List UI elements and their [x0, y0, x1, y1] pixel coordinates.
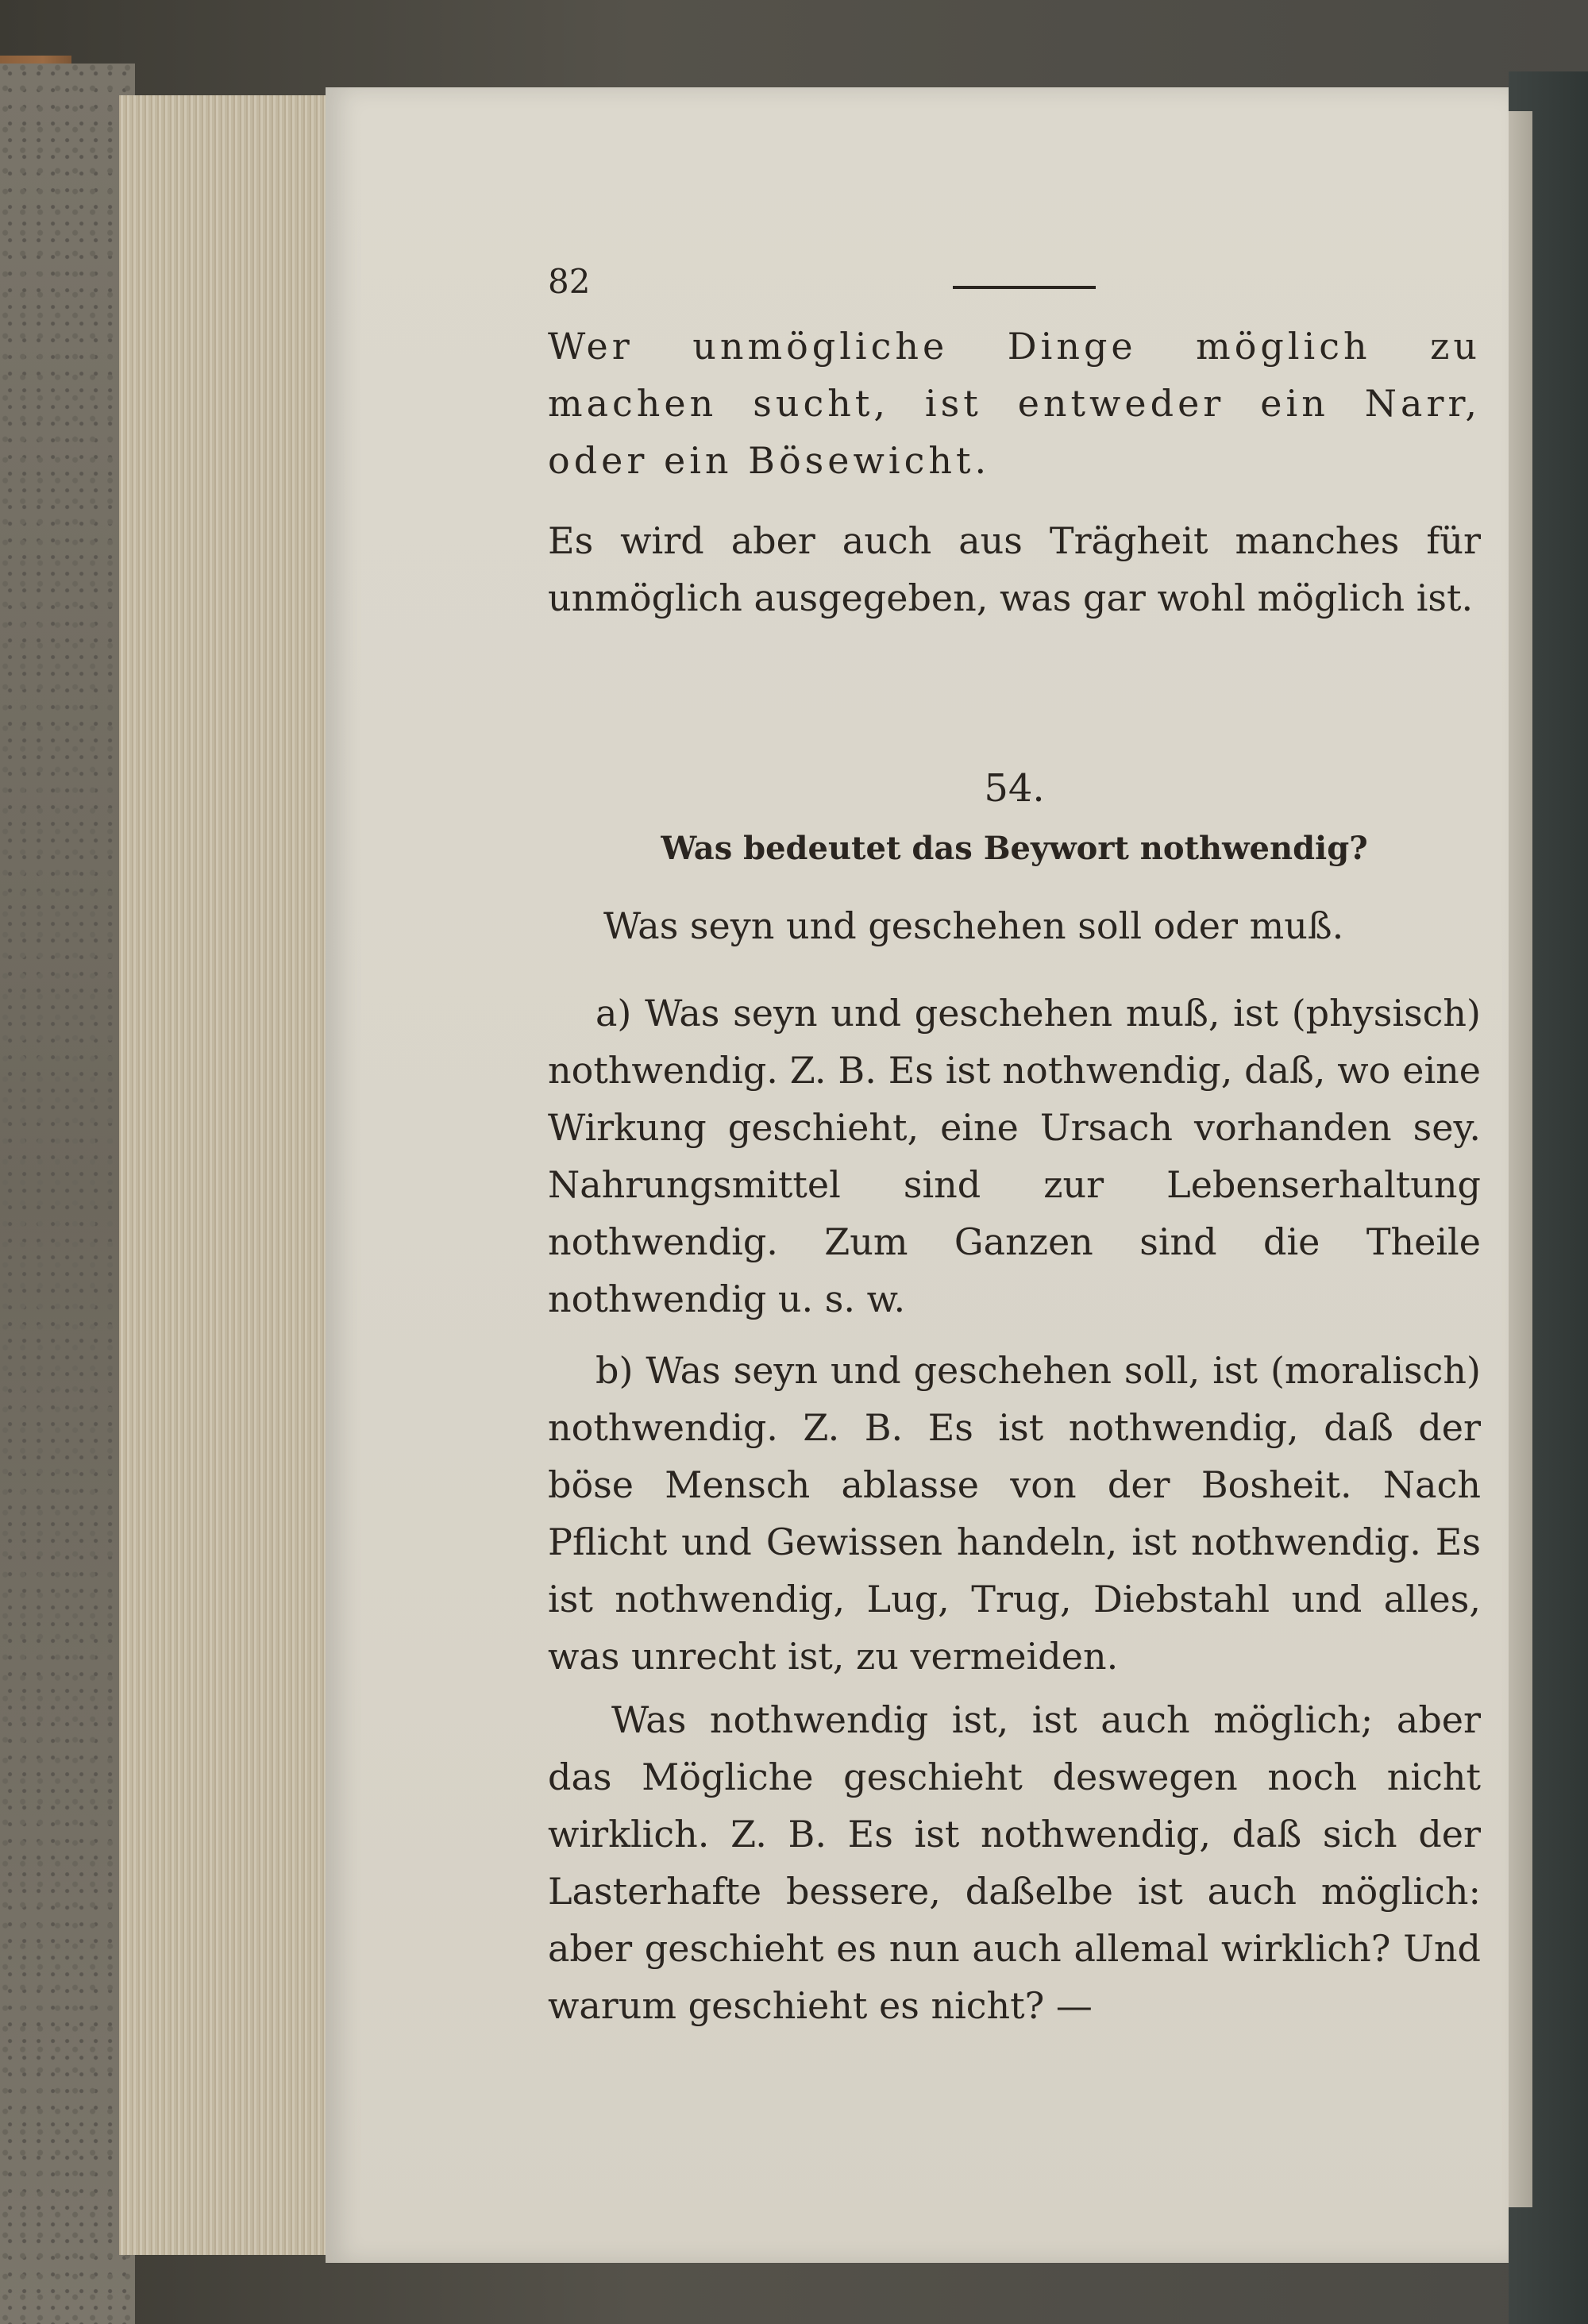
- paragraph-b: b) Was seyn und geschehen soll, ist (moralisch) nothwendig. Z. B. Es ist nothwendig, daß der böse Mensch ablasse von der Bosheit. Nach Pflicht und Gewissen handeln, ist nothwendig. Es ist nothwendig, Lug, Trug, Diebstahl und alles, was unrecht ist, zu vermeiden.: [548, 1349, 1481, 1678]
- page-stack: [119, 95, 343, 2255]
- section-number: 54.: [984, 766, 1045, 811]
- paragraph-closing: Was nothwendig ist, ist auch möglich; aber das Mögliche geschieht deswegen noch nicht wirklich. Z. B. Es ist nothwendig, daß sich der Lasterhafte bessere, daßelbe ist auch möglich: aber geschieht es nun auch allemal wirklich? Und warum geschieht es nicht? —: [548, 1698, 1481, 2027]
- paragraph-1: Wer unmögliche Dinge möglich zu machen sucht, ist entweder ein Narr, oder ein Bösewicht.: [548, 325, 1481, 482]
- section-question: Was bedeutet das Beywort nothwendig?: [661, 830, 1368, 867]
- page-number: 82: [548, 262, 591, 301]
- book-cover-marbled: [0, 64, 135, 2324]
- paragraph-a: a) Was seyn und geschehen muß, ist (physisch) nothwendig. Z. B. Es ist nothwendig, daß, wo eine Wirkung geschieht, eine Ursach vorhanden sey. Nahrungsmittel sind zur Lebenserhaltung nothwendig. Zum Ganzen sind die Theile nothwendig u. s. w.: [548, 992, 1481, 1320]
- header-rule: [953, 286, 1096, 289]
- page-header: [548, 262, 1477, 310]
- paragraph-2: Es wird aber auch aus Trägheit manches für unmöglich ausgegeben, was gar wohl möglich ist.: [548, 519, 1481, 619]
- paragraph-answer: Was seyn und geschehen soll oder muß.: [603, 904, 1344, 947]
